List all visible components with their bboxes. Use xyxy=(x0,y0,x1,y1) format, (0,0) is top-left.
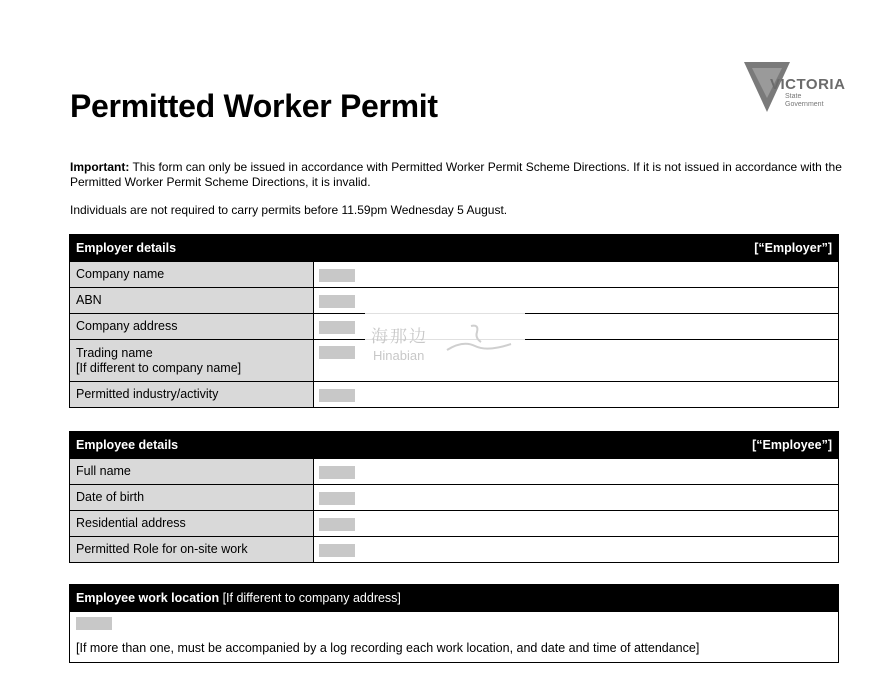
permitted-role-label: Permitted Role for on-site work xyxy=(70,537,314,563)
company-name-label: Company name xyxy=(70,262,314,288)
residential-address-label: Residential address xyxy=(70,511,314,537)
watermark-english-text: Hinabian xyxy=(373,348,425,363)
table-row xyxy=(70,459,839,485)
important-notice xyxy=(70,160,860,190)
page-title: Permitted Worker Permit xyxy=(70,88,438,124)
hinabian-watermark xyxy=(365,312,525,368)
logo-subtitle-state: State xyxy=(785,93,802,100)
trading-name-label-cell xyxy=(70,340,314,382)
trading-name-sublabel: [If different to company name] xyxy=(76,360,242,375)
table-row xyxy=(70,485,839,511)
company-address-field[interactable] xyxy=(319,321,355,334)
company-name-field[interactable] xyxy=(319,269,355,282)
date-of-birth-field[interactable] xyxy=(319,492,355,505)
table-row xyxy=(70,288,839,314)
permitted-industry-field[interactable] xyxy=(319,389,355,402)
trading-name-field[interactable] xyxy=(319,346,355,359)
work-location-table xyxy=(69,584,839,663)
full-name-field[interactable] xyxy=(319,466,355,479)
employer-header-row xyxy=(70,235,839,262)
watermark-chinese-text: 海那边 xyxy=(371,327,428,346)
permitted-role-field[interactable] xyxy=(319,544,355,557)
employee-header-row xyxy=(70,432,839,459)
company-address-label: Company address xyxy=(70,314,314,340)
logo-subtitle-government: Government xyxy=(785,101,824,108)
work-location-note: [If more than one, must be accompanied by a log recording each work location, and date and time of attendance] xyxy=(76,641,700,655)
abn-label: ABN xyxy=(70,288,314,314)
full-name-label: Full name xyxy=(70,459,314,485)
table-row xyxy=(70,262,839,288)
work-location-field[interactable] xyxy=(76,617,112,630)
trading-name-label: Trading name xyxy=(76,345,153,360)
victoria-government-logo xyxy=(742,60,846,118)
important-text: This form can only be issued in accordance with Permitted Worker Permit Scheme Directions. If it is not issued in accordance with the Permitted Worker Permit Scheme Directions, it is invalid. xyxy=(70,160,842,189)
location-heading: Employee work location xyxy=(76,591,220,605)
residential-address-field[interactable] xyxy=(319,518,355,531)
abn-field[interactable] xyxy=(319,295,355,308)
important-label: Important: xyxy=(70,160,130,174)
table-row xyxy=(70,511,839,537)
employee-details-table xyxy=(69,431,839,563)
employer-tag: [“Employer”] xyxy=(754,241,832,255)
watermark-swirl-icon xyxy=(445,322,515,362)
permitted-industry-label: Permitted industry/activity xyxy=(70,382,314,408)
employee-tag: [“Employee”] xyxy=(752,438,832,452)
location-header-row xyxy=(70,585,839,612)
logo-wordmark: VICTORIA xyxy=(770,76,846,93)
table-row xyxy=(70,612,839,663)
employee-heading: Employee details xyxy=(76,438,179,452)
table-row xyxy=(70,382,839,408)
table-row xyxy=(70,537,839,563)
location-heading-qualifier: [If different to company address] xyxy=(219,591,401,605)
carry-permit-note: Individuals are not required to carry permits before 11.59pm Wednesday 5 August. xyxy=(70,203,508,217)
date-of-birth-label: Date of birth xyxy=(70,485,314,511)
employer-heading: Employer details xyxy=(76,241,177,255)
